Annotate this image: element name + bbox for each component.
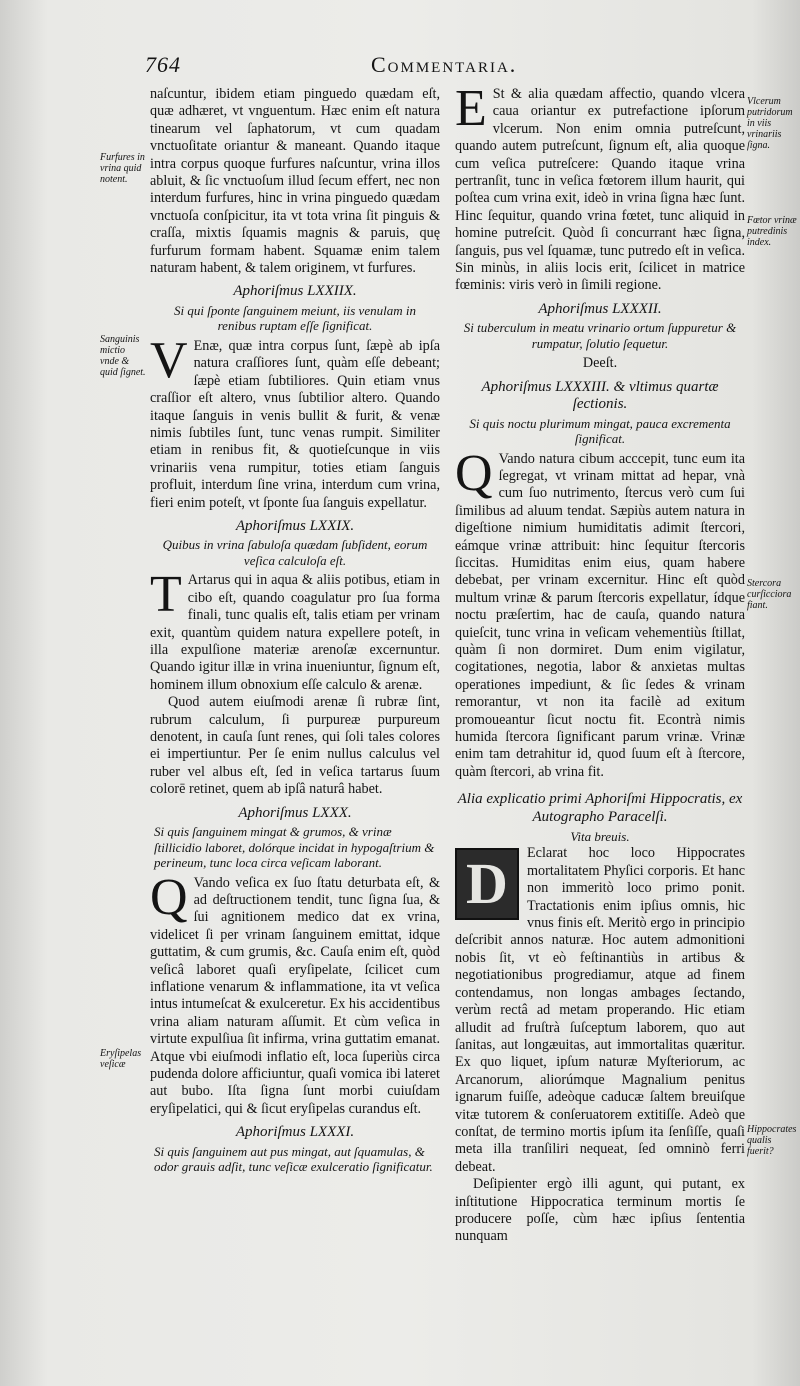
aphorism-heading: Aphoriſmus LXXIIX. [233,283,357,300]
aphorism-heading: Aphoriſmus LXXIX. [235,517,355,534]
aphorism-lemma: Si qui ſponte ſanguinem meiunt, iis venulam in renibus ruptam eſſe ſignificat. [174,302,416,334]
paragraph: V Enæ, quæ intra corpus ſunt, ſæpè ab ipſa natura craſſiores ſunt, quàm eſſe debeant; ſæpè etiam ſubtiliores. Quin etiam vnus craſſior eſt altero, vnus ſubtilior altero. Quando itaque ſanguis in venis bullit & furit, & venæ nimis ſubtiles ſunt, tunc venas rumpit. Similiter etiam in renibus fit, & quotieſcunque in viis vrinariis vena rumpitur, toties etiam ſanguis profluit, interdum ſine vrina, interdum cum vrina, fieri enim poteſt, vt ſponte ſua ſanguis expellatur. [150,331,440,511]
margin-note: Hippocrates qualis fuerit? [747,1124,797,1157]
margin-note: Sanguinis mictio vnde & quid ſignet. [100,334,146,378]
ornamental-initial: D [455,848,519,920]
drop-cap: E [455,80,487,137]
subheading: Vita breuis. [570,829,630,845]
section-heading: Alia explicatio primi Aphoriſmi Hippocratis, ex Autographo Paracelſi. [457,791,743,825]
margin-note: Stercora curſicciora fiant. [747,578,792,611]
paragraph: T Artarus qui in aqua & aliis potibus, etiam in cibo eſt, quando coagulatur pro ſua forma finali, tunc qualis eſt, talis etiam per vrinam exit, quantùm quidem natura expellere poteſt, in illa expulſione materiæ arenoſæ excernuntur. Quando igitur illæ in vrina inueniuntur, ſignum eſt, hominem illum obnoxium eſſe calculo & arenæ. [150,566,440,693]
aphorism-heading: Aphoriſmus LXXXII. [538,300,662,317]
left-column [150,86,440,1179]
running-head: Commentaria. [371,52,518,77]
paragraph: Q Vando natura cibum acccepit, tunc eum ita ſegregat, vt vrinam mittat ad hepar, vnà cum ſuo nutrimento, ſtercus verò cum ſui ſimilibus ad aluum tendat. Sæpiùs autem natura in digeſtione nimium humiditatis adimit ſtercori, eámque vrinæ attribuit: hinc ſequitur ſtercoris ſiccitas. Humiditas enim eius, quam habere debebat, per vrinam excernitur. Hinc eſt quòd multum vrinæ & parum ſtercoris expellatur, ídque noctu præſertim, hac de cauſa, quando natura quieſcit, tunc vrina in veſicam vehementiùs ſtillat, quàm ſi non dormiret. Dum enim vigilatur, cogitationes, negotia, labor & anxietas multas operationes impediunt, & ſic ſedes & vrinam remorantur, vt non ita facilè ad exitum promoueantur ſicut noctu fit. Econtrà nimis humida ſtercora ſignificant parum vrinæ. Vrinæ enim tam detrahitur id, quod ſuum eſt à ſtercore, quàm ſtercori, ab vrina fit. [455,444,745,780]
drop-cap: Q [150,868,188,926]
drop-cap: Q [455,444,493,502]
aphorism-lemma: Si tuberculum in meatu vrinario ortum ſuppuretur & rumpatur, ſolutio ſequetur. [463,320,737,351]
paragraph: E St & alia quædam affectio, quando vlcera caua oriantur ex putrefactione ipſorum vlcerum. Non enim omnia putreſcunt, quando autem putreſcunt, ſignum eſt, alia quoque cum veſica putreſcere: Quando itaque vrina pertranſit, tunc in veſica fœtorem illum haurit, qui poſtea cum vrina exit, ideò in vrina ſigna hæc ſunt. Hinc ſequitur, quando vrina fœtet, tunc aliquid in homine putreſcit. Quòd ſi concurrant hæc ſigna, ſanguis, pus vel ſquamæ, tunc putredo eſt in veſica. Sin minùs, in aliis locis erit, ſcilicet in matrice fœminis: viris verò in ſimili regione. [455,80,745,294]
aphorism-lemma: Si quis ſanguinem mingat & grumos, & vrinæ ſtillicidio laboret, dolórque incidat in hypogaſtrium & perineum, tunc loca circa veſicam laborant. [154,824,435,871]
aphorism-heading: Aphoriſmus LXXX. [238,804,352,821]
paragraph: naſcuntur, ibidem etiam pinguedo quædam eſt, quæ adhæret, vt vnguentum. Hæc enim eſt natura tinearum vel ſaphatorum, vt cum quadam vnctuoſitate oriantur & maneant. Quando itaque intra corpus quoque furfures naſcuntur, vrina illos abluit, & ſic vnctuoſum illud ſecum effert, nec non interdum furfures, hinc in vrina pinguedo quædam vnctuoſa conſpicitur, ita vt tota vrina ſit pinguis & craſſa, mixtis ſquamis magnis & paruis, quę furfurum formam habent. Squamæ enim talem naturam habent, & talem originem, vt furfures. [150,86,440,277]
aphorism-heading: Aphoriſmus LXXXI. [235,1124,355,1141]
margin-note: Eryſipelas veſicæ [100,1048,142,1070]
drop-cap: V [150,331,188,389]
right-column [455,80,745,1246]
margin-note: Furfures in vrina quid notent. [100,152,145,185]
page-number: 764 [145,52,181,77]
deest-note: Deeſt. [582,355,618,372]
drop-cap: T [150,566,182,624]
paragraph: D Eclarat hoc loco Hippocrates mortalitatem Phyſici corporis. Et hanc non immeritò loco primo ponit. Tractationis enim ipſius omnis, hic vnus finis eſt. Meritò ergo in principio deſcribit annos naturæ. Hoc autem admonitioni nobis ſit, vt eò feſtinantiùs in artibus & negotiationibus progrediamur, atque ad finem contendamus, non longas ambages ſectando, verùm rectâ ad metam properando. Hic etiam alludit ad fruſtrà ſuſceptum laborem, quo aut ſanitas, aut longæuitas, aut immortalitas quæritur. Ex quo liquet, ipſum naturæ Myſteriorum, ac Arcanorum, aliorúmque Magnalium penitus ignarum fuiſſe, adeòque caducæ ſaltem breuiſque vitæ tutorem & conſeruatorem extitiſſe. Adeò que conſtat, de termino mortis ipſum ita ſenſiſſe, quaſi meta illa tranſiliri nequeat, ſed omninò ferri debeat. [455,845,745,1175]
margin-note: Fœtor vrinæ putredinis index. [747,215,797,248]
paragraph: Deſipienter ergò illi agunt, qui putant, ex inſtitutione Hippocratica terminum mortis ſe producere poſſe, cùm hæc ipſius ſententia nunquam [455,1176,745,1245]
aphorism-lemma: Quibus in vrina ſabuloſa quædam ſubſident, eorum veſica calculoſa eſt. [162,537,428,568]
page-header [145,52,745,84]
aphorism-lemma: Si quis noctu plurimum mingat, pauca excrementa ſignificat. [469,415,731,446]
aphorism-heading: Aphoriſmus LXXXIII. & vltimus quartæ ſectionis. [481,378,719,413]
paragraph: Q Vando veſica ex ſuo ſtatu deturbata eſt, & ad deſtructionem tendit, tunc ſigna ſua, & ſui agnitionem medico dat ex vrina, videlicet ſi per vrinam ſanguinem emittat, idque guttatim, & cum grumis, &c. Cauſa enim eſt, quòd veſicâ laboret quaſi eryſipelate, ſcilicet cum inflatione venarum & inflammatione, ita vt veſica intus intumeſcat & exulceretur. Ex his accidentibus vrina aliam naturam aſſumit. Et cùm veſica in virtute expulſiua ſit infirma, vrina guttatim emanat. Atque vbi eiuſmodi inflatio eſt, loca ſuperiùs circa pudenda dolore afficiuntur, quaſi vomica ibi lateret aut bubo. Iſta ſigna ſunt morbi cuiuſdam eryſipelatici, qui & ſicut eryſipelas curandus eſt. [150,868,440,1117]
aphorism-lemma: Si quis ſanguinem aut pus mingat, aut ſquamulas, & odor grauis adſit, tunc veſicæ exulceratio ſignificatur. [154,1143,433,1175]
paragraph: Quod autem eiuſmodi arenæ ſi rubræ ſint, rubrum calculum, ſi purpureæ purpureum denotent, in cauſa ſunt renes, qui ſoli tales colores ei impertiuntur. Per ſe enim nullus calculus vel ruber vel albus eſt, ſed in veſica tartarus ſuum colorē retinet, quem ab ipſâ naturâ habet. [150,694,440,798]
margin-note: Vlcerum putridorum in viis vrinariis ſigna. [747,96,793,151]
